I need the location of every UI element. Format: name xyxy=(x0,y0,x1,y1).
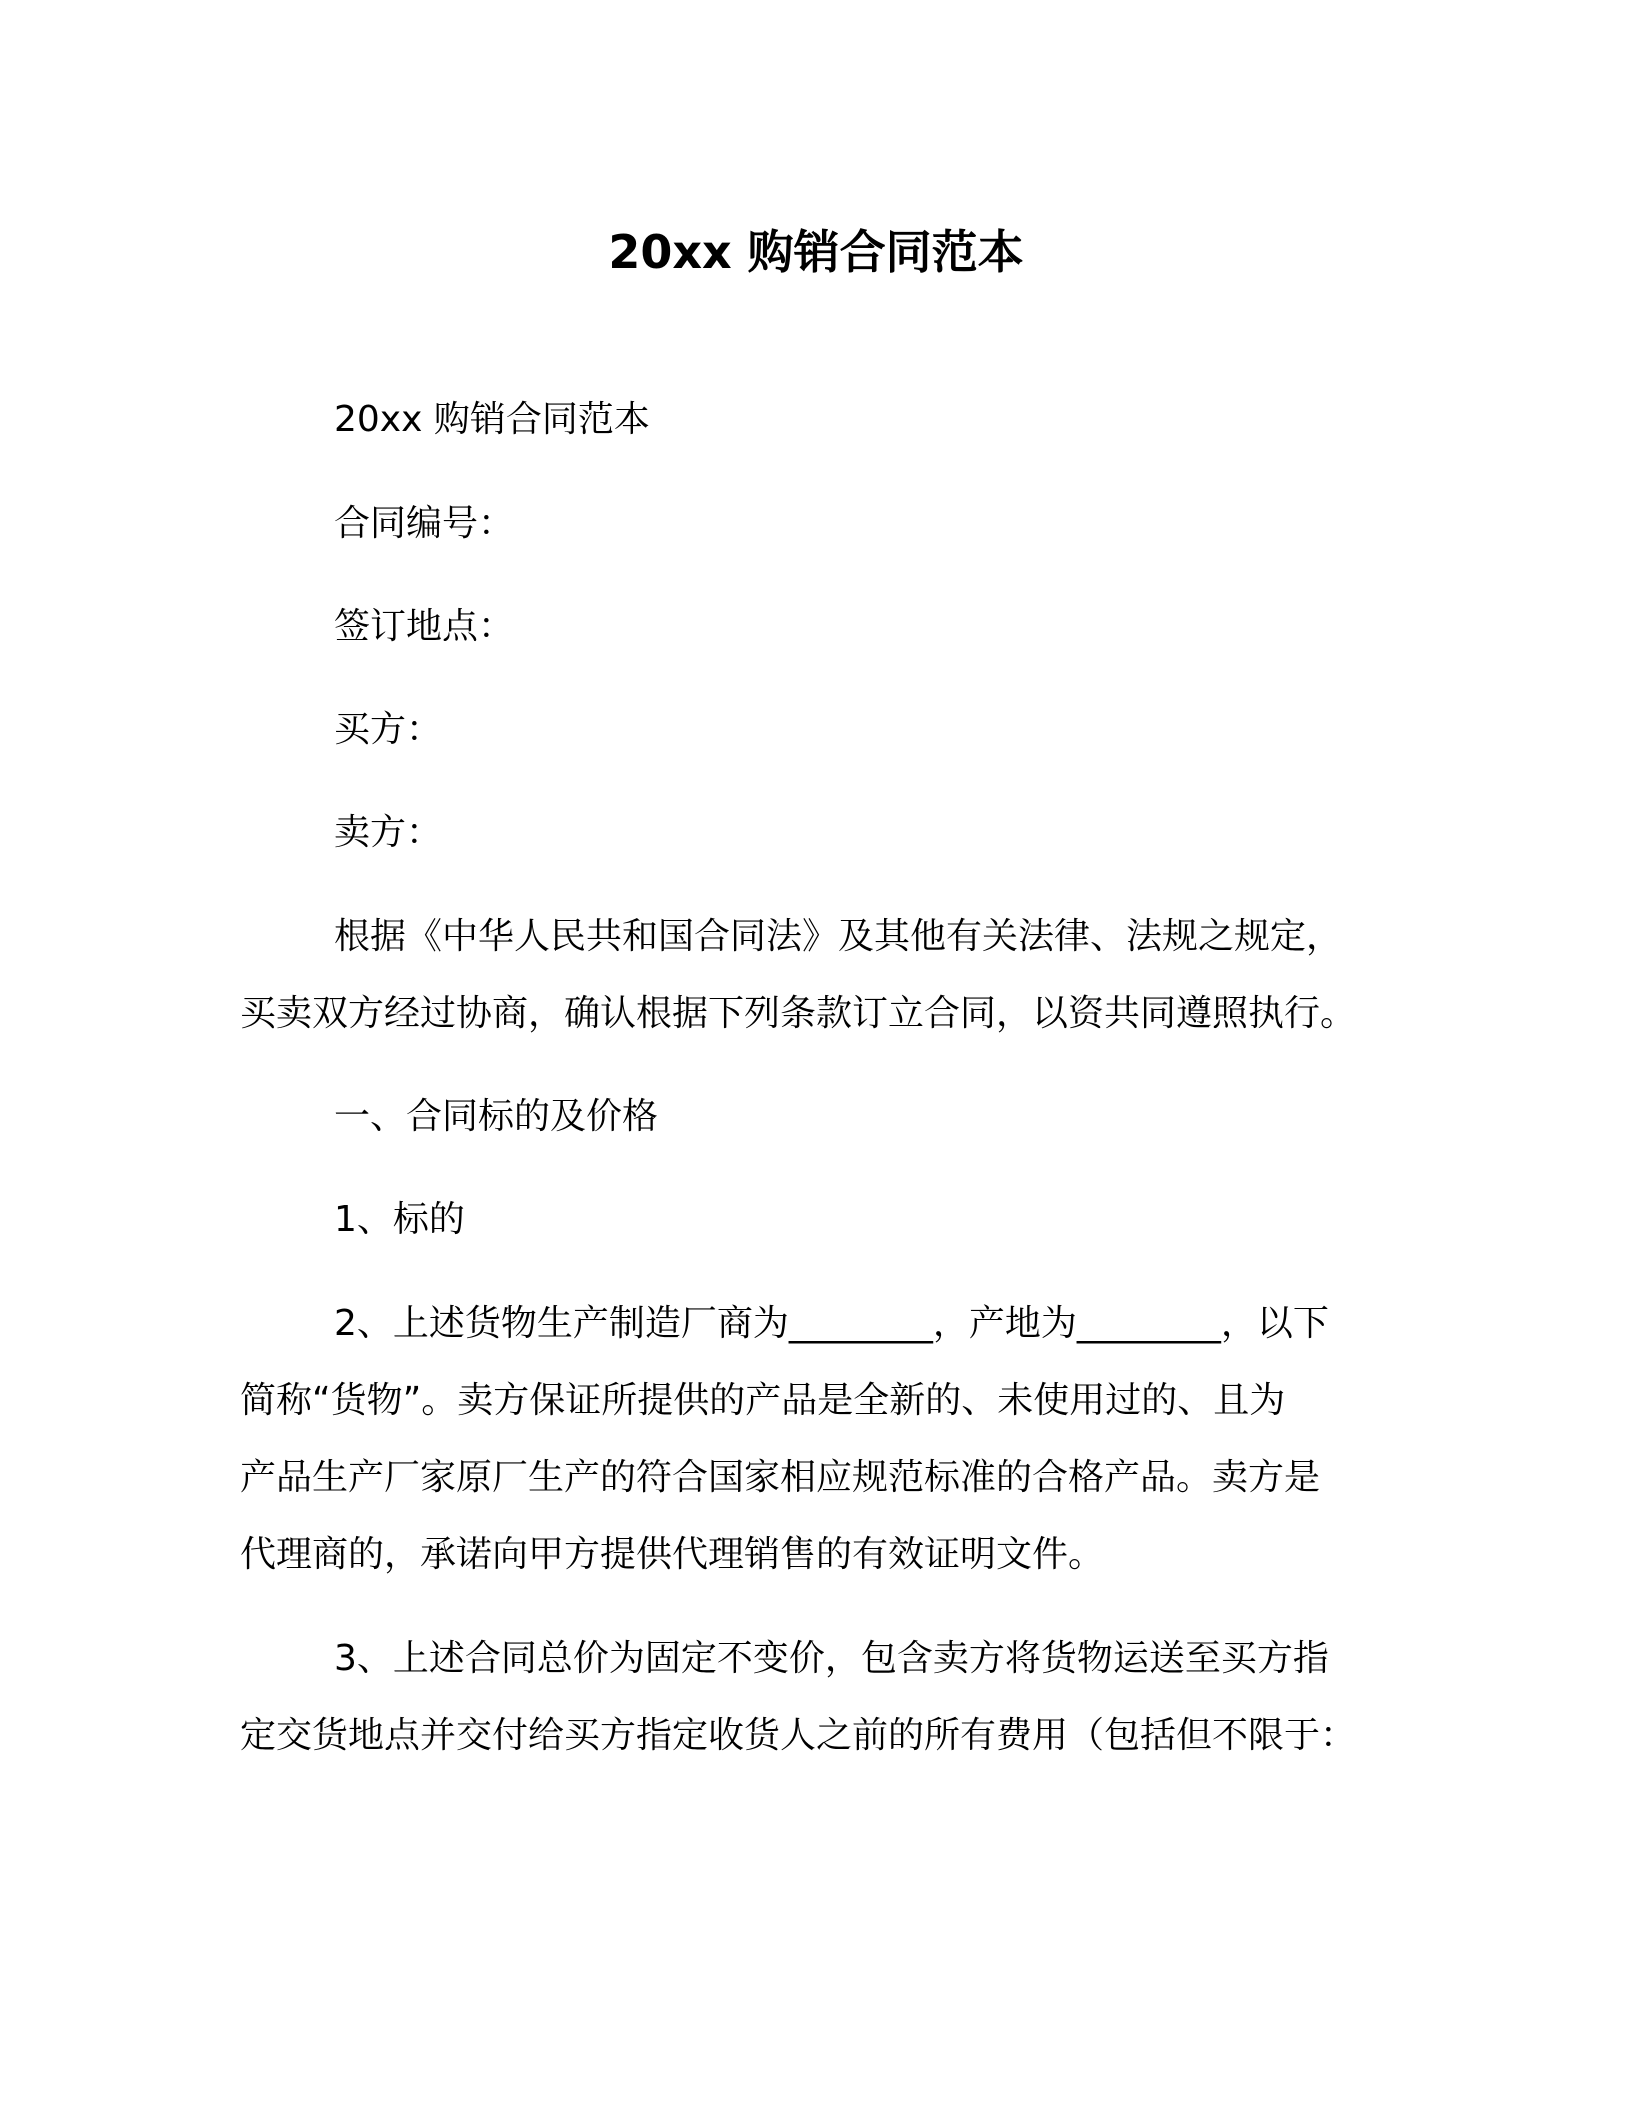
section-heading-1: 一、合同标的及价格 xyxy=(334,1096,659,1137)
clause-2-line-1: 2、上述货物生产制造厂商为________，产地为________，以下 xyxy=(334,1303,1329,1344)
intro-paragraph-line-1: 根据《中华人民共和国合同法》及其他有关法律、法规之规定， xyxy=(334,916,1343,957)
clause-1: 1、标的 xyxy=(334,1199,465,1240)
clause-2-line-4: 代理商的，承诺向甲方提供代理销售的有效证明文件。 xyxy=(240,1534,1105,1575)
clause-2-line-3: 产品生产厂家原厂生产的符合国家相应规范标准的合格产品。卖方是 xyxy=(240,1457,1321,1498)
clause-3-line-2: 定交货地点并交付给买方指定收货人之前的所有费用（包括但不限于： xyxy=(240,1715,1357,1756)
document-subtitle: 20xx 购销合同范本 xyxy=(334,399,650,440)
buyer-field: 买方： xyxy=(334,709,443,750)
clause-2-line-2: 简称“货物”。卖方保证所提供的产品是全新的、未使用过的、且为 xyxy=(240,1380,1286,1421)
signing-place-field: 签订地点： xyxy=(334,606,515,647)
contract-number-field: 合同编号： xyxy=(334,503,515,544)
clause-3-line-1: 3、上述合同总价为固定不变价，包含卖方将货物运送至买方指 xyxy=(334,1638,1329,1679)
document-title: 20xx 购销合同范本 xyxy=(608,225,1024,279)
seller-field: 卖方： xyxy=(334,812,443,853)
intro-paragraph-line-2: 买卖双方经过协商，确认根据下列条款订立合同，以资共同遵照执行。 xyxy=(240,993,1357,1034)
